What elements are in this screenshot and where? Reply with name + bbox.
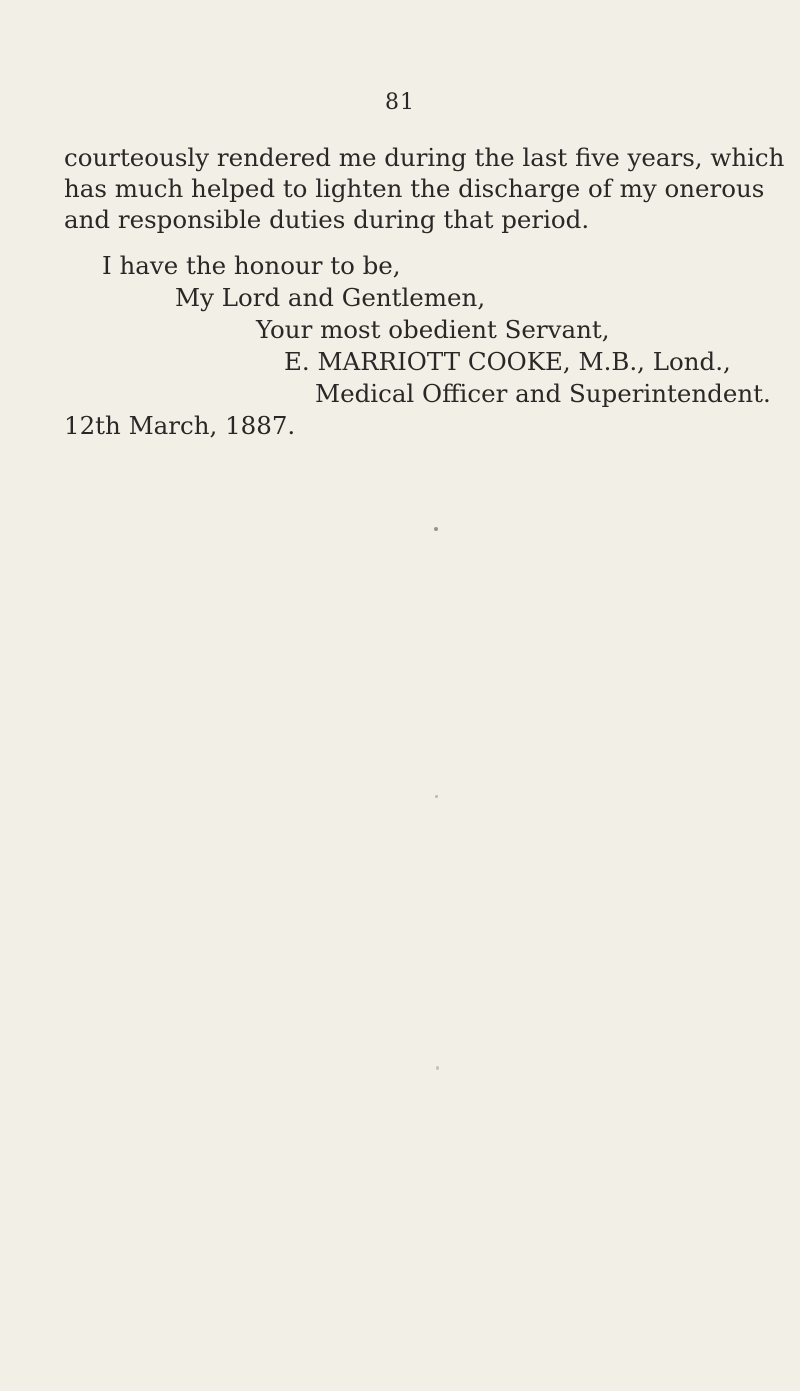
paragraph-line-2: has much helped to lighten the discharge of my onerous — [64, 174, 765, 203]
paper-speck — [436, 1066, 439, 1070]
signatory-title: Medical Officer and Superintendent. — [315, 379, 771, 408]
letter-date: 12th March, 1887. — [64, 411, 296, 440]
paragraph-line-1: courteously rendered me during the last five years, which — [64, 143, 785, 172]
closing-salutation: I have the honour to be, — [102, 251, 401, 280]
paragraph-line-3: and responsible duties during that period. — [64, 205, 590, 234]
page-number: 81 — [385, 90, 415, 115]
closing-address: My Lord and Gentlemen, — [175, 283, 486, 312]
paper-speck — [434, 527, 438, 531]
closing-valediction: Your most obedient Servant, — [256, 315, 610, 344]
signatory-name: E. MARRIOTT COOKE, M.B., Lond., — [284, 347, 731, 376]
paper-speck — [435, 795, 438, 798]
